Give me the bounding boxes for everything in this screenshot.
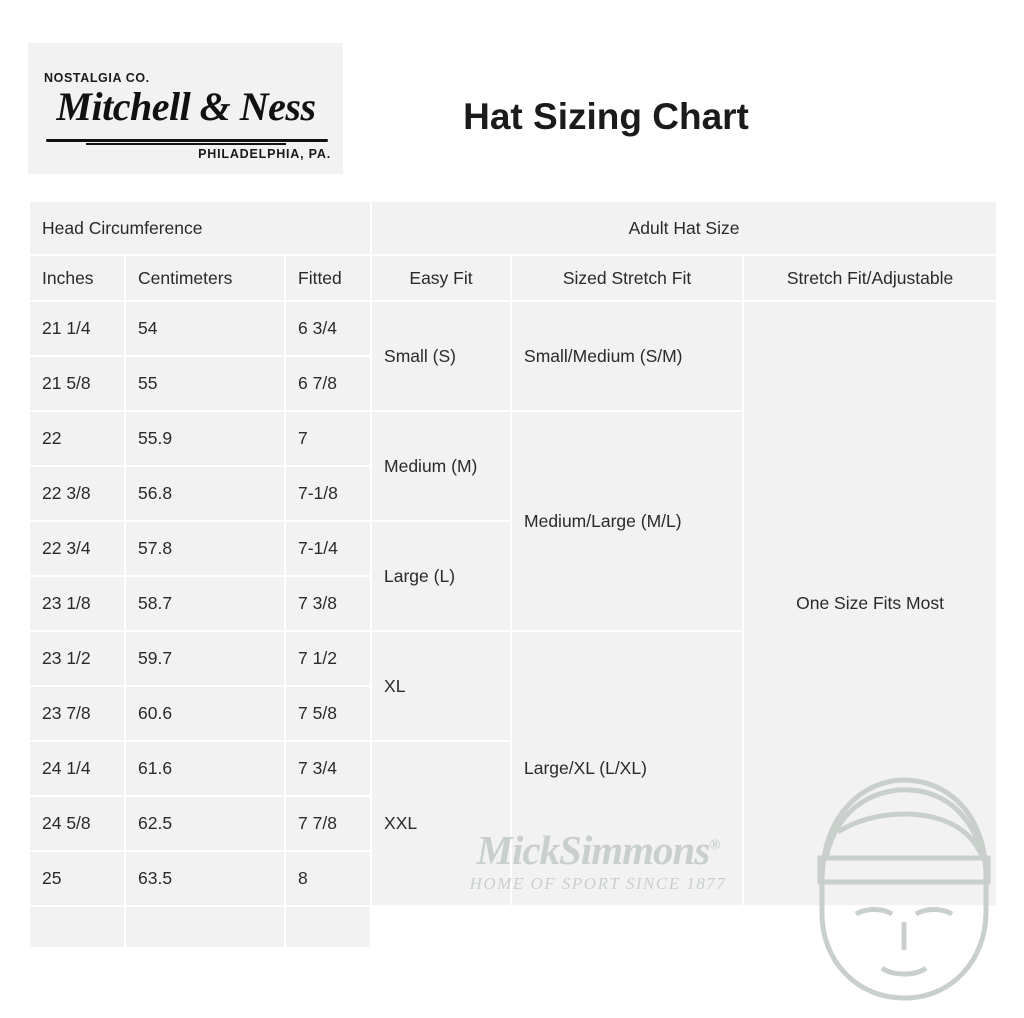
cell-inches: 23 1/2 <box>29 631 125 686</box>
cell-centimeters: 54 <box>125 301 285 356</box>
cell-centimeters: 63.5 <box>125 851 285 906</box>
brand-underline-flourish <box>46 139 328 142</box>
registered-trademark-icon: ® <box>709 837 720 854</box>
column-header-centimeters: Centimeters <box>125 255 285 301</box>
cell-centimeters: 57.8 <box>125 521 285 576</box>
watermark-tagline: HOME OF SPORT SINCE 1877 <box>469 874 727 893</box>
cell-fitted: 7-1/4 <box>285 521 371 576</box>
blank-cell <box>29 906 125 948</box>
cell-centimeters: 61.6 <box>125 741 285 796</box>
cell-centimeters: 56.8 <box>125 466 285 521</box>
cell-centimeters: 55.9 <box>125 411 285 466</box>
cell-inches: 24 5/8 <box>29 796 125 851</box>
group-header-head-circumference: Head Circumference <box>29 201 371 255</box>
brand-nostalgia-text: NOSTALGIA CO. <box>44 71 150 85</box>
cell-fitted: 6 3/4 <box>285 301 371 356</box>
cell-inches: 21 5/8 <box>29 356 125 411</box>
table-footer-band <box>29 906 997 948</box>
spacer-cell <box>511 906 743 948</box>
cell-sized-stretch-fit: Large/XL (L/XL) <box>511 631 743 906</box>
column-header-easy-fit: Easy Fit <box>371 255 511 301</box>
brand-city-text: PHILADELPHIA, PA. <box>198 147 331 161</box>
cell-fitted: 7 5/8 <box>285 686 371 741</box>
cell-inches: 22 <box>29 411 125 466</box>
cell-fitted: 7 3/4 <box>285 741 371 796</box>
blank-cell <box>125 906 285 948</box>
brand-name-text: Mitchell & Ness <box>56 84 316 129</box>
cell-inches: 22 3/4 <box>29 521 125 576</box>
group-header-adult-hat-size: Adult Hat Size <box>371 201 997 255</box>
cell-centimeters: 59.7 <box>125 631 285 686</box>
cell-easy-fit: XL <box>371 631 511 741</box>
cell-centimeters: 62.5 <box>125 796 285 851</box>
cell-easy-fit: Large (L) <box>371 521 511 631</box>
cell-inches: 23 1/8 <box>29 576 125 631</box>
sizing-table-container <box>28 200 996 949</box>
spacer-cell <box>743 906 997 948</box>
table-row <box>29 301 997 356</box>
brand-logo <box>28 43 343 174</box>
page-title: Hat Sizing Chart <box>463 96 749 137</box>
cell-fitted: 7 <box>285 411 371 466</box>
cell-fitted: 6 7/8 <box>285 356 371 411</box>
cell-inches: 25 <box>29 851 125 906</box>
cell-fitted: 7 1/2 <box>285 631 371 686</box>
cell-inches: 22 3/8 <box>29 466 125 521</box>
column-header-fitted: Fitted <box>285 255 371 301</box>
cell-centimeters: 55 <box>125 356 285 411</box>
column-header-sized-stretch-fit: Sized Stretch Fit <box>511 255 743 301</box>
column-header-stretch-fit-adjustable: Stretch Fit/Adjustable <box>743 255 997 301</box>
spacer-cell <box>371 906 511 948</box>
cell-fitted: 7 3/8 <box>285 576 371 631</box>
cell-inches: 23 7/8 <box>29 686 125 741</box>
watermark-brand-text: MickSimmons <box>476 827 710 873</box>
cell-easy-fit: XXL <box>371 741 511 906</box>
cell-easy-fit: Medium (M) <box>371 411 511 521</box>
cell-stretch-fit-adjustable: One Size Fits Most <box>743 301 997 906</box>
table-group-header-row <box>29 201 997 255</box>
sizing-table <box>28 200 998 949</box>
chart-header <box>0 0 1024 198</box>
cell-easy-fit: Small (S) <box>371 301 511 411</box>
cell-centimeters: 58.7 <box>125 576 285 631</box>
cell-fitted: 7 7/8 <box>285 796 371 851</box>
cell-fitted: 7-1/8 <box>285 466 371 521</box>
cell-inches: 21 1/4 <box>29 301 125 356</box>
table-column-header-row <box>29 255 997 301</box>
cell-sized-stretch-fit: Medium/Large (M/L) <box>511 411 743 631</box>
column-header-inches: Inches <box>29 255 125 301</box>
cell-centimeters: 60.6 <box>125 686 285 741</box>
cell-inches: 24 1/4 <box>29 741 125 796</box>
cell-sized-stretch-fit: Small/Medium (S/M) <box>511 301 743 411</box>
cell-fitted: 8 <box>285 851 371 906</box>
blank-cell <box>285 906 371 948</box>
